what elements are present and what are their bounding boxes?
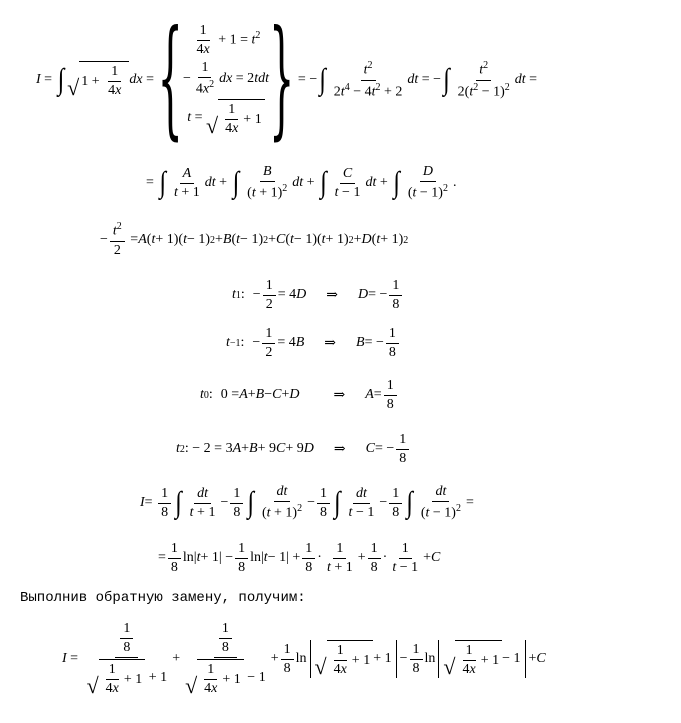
equation-line-6: t 0 : 0 = A + B − C + D ⇒ A = 1 8 xyxy=(0,374,681,416)
inverse-substitution-label: Выполнив обратную замену, получим: xyxy=(20,590,306,606)
equation-line-2: = ∫ A t + 1 dt + ∫ B $(t + 1)^2$ dt + ∫ C t − 1 dt + ∫ D $(t - 1)^2$ . xyxy=(146,164,457,201)
inverse-substitution-text xyxy=(0,588,681,608)
equation-line-8: I = 1 8 ∫ dt t + 1 − 1 8 ∫ dt $(t + 1)^2$ − 1 8 ∫ dt t − 1 − 1 8 ∫ dt $(t - 1)^2$ = xyxy=(140,484,474,521)
equation-line-9: = 1 8 ln| t + 1| − 1 8 ln| t − 1| + 1 8 · 1 t + 1 + 1 8 · 1 t − 1 + C xyxy=(158,540,441,575)
equation-line-3: − $t^2$ 2 = A ( t + 1)( t − 1) 2 + B ( t − 1) 2 + C ( t − 1)( t + 1) 2 + D ( t + 1) 2 xyxy=(100,221,409,258)
equation-line-4: t 1 : − 1 2 = 4 D ⇒ D = − 1 8 xyxy=(0,274,681,316)
equation-line-1: I = ∫ √ 1 + 1 4x dx = { $\frac{1}{4x}$ + $1 = t^2$ − $\frac{1}{4x^2}$ dx = 2tdt t = √ 1 4x + 1 } = − ∫ $t^2$ $2t^4 - 4t^2 + 2$ dt = − ∫ $t^2$ $2(t^2 - 1)^2$ dt = xyxy=(36,6,538,154)
equation-line-10: I = $\frac{1}{8}$ √ 1 4x + 1 + 1 + $\frac{1}{8}$ √ 1 4x + 1 − 1 + 1 8 ln √ 1 4x + 1 + 1 − 1 8 ln √ 1 4x + 1 − 1 + C xyxy=(62,621,546,698)
equation-line-5: t −1 : − 1 2 = 4 B ⇒ B = − 1 8 xyxy=(0,322,681,364)
equation-line-7: t 2 : − 2 = 3 A + B + 9 C + 9 D ⇒ C = − 1 8 xyxy=(0,428,681,470)
